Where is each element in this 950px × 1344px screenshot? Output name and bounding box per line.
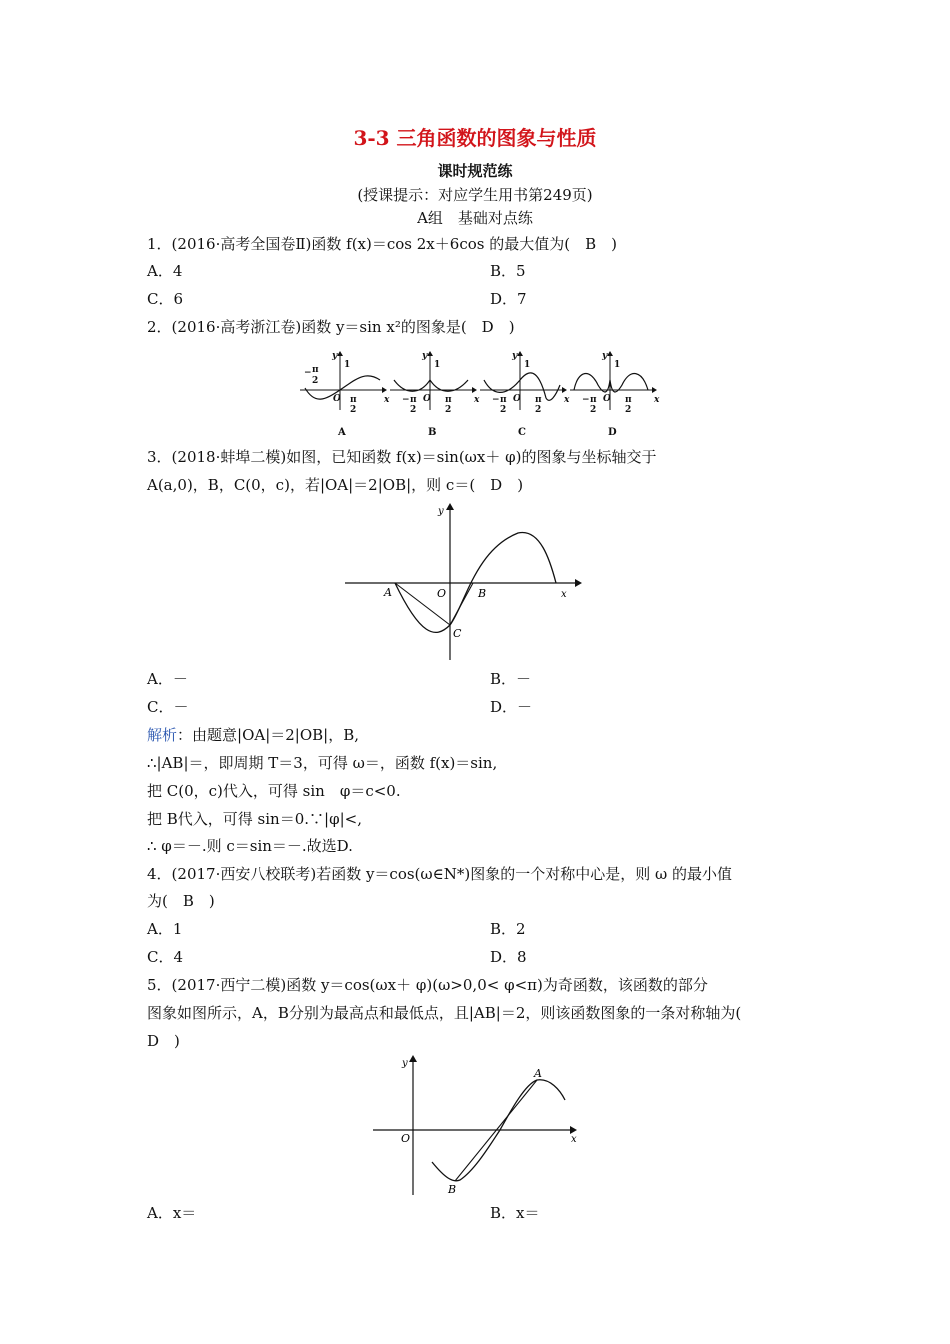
q3-stem-line2: A(a,0)，B，C(0，c)，若|OA|＝2|OB|，则 c＝( D )	[147, 476, 524, 494]
q5-y-arrow	[409, 1055, 417, 1062]
q5-option-a: A．x＝	[147, 1204, 197, 1222]
q2-y-arrow	[517, 351, 523, 356]
q2-two: 2	[590, 405, 597, 415]
q2-pi: π	[625, 395, 632, 405]
q3-analysis-line2: ∴|AB|＝，即周期 T＝3，可得 ω＝，函数 f(x)＝sin,	[147, 754, 498, 772]
q3-label-y: y	[438, 506, 444, 517]
q1-option-a: A．4	[147, 262, 183, 280]
q3-analysis-line4: 把 B代入，可得 sin＝0.∵|φ|<,	[147, 810, 362, 828]
section-subtitle: 课时规范练	[437, 162, 513, 180]
analysis-label: 解析	[147, 726, 178, 744]
q5-label-o: O	[401, 1132, 411, 1145]
q2-graph-label: A	[338, 427, 346, 438]
q2-x-label: x	[474, 395, 480, 405]
q1-option-b: B．5	[490, 262, 526, 280]
q2-pi: π	[500, 395, 507, 405]
q2-graph-a	[300, 351, 390, 438]
q4-option-a: A．1	[147, 920, 183, 938]
q2-graph-c	[480, 351, 570, 438]
q2-graph-label: C	[518, 427, 526, 438]
q2-tick-one: 1	[344, 360, 351, 370]
q2-neg-sign: −	[492, 395, 500, 405]
q1-option-d: D．7	[490, 290, 527, 308]
q5-label-x: x	[571, 1134, 577, 1145]
q2-neg-sign: −	[582, 395, 590, 405]
q2-tick-one: 1	[614, 360, 621, 370]
q2-origin-label: O	[423, 394, 431, 404]
q2-graphs	[295, 345, 665, 440]
q2-pi: π	[312, 365, 319, 375]
q2-two: 2	[625, 405, 632, 415]
q2-origin-label: O	[513, 394, 521, 404]
q2-graph-label: B	[428, 427, 437, 438]
q4-option-d: D．8	[490, 948, 527, 966]
q2-two: 2	[312, 376, 319, 386]
q2-x-arrow	[562, 387, 567, 393]
q5-label-a: A	[534, 1067, 542, 1080]
q2-y-arrow	[337, 351, 343, 356]
q3-analysis-line5: ∴ φ＝－.则 c＝sin＝－.故选D.	[147, 837, 353, 855]
q3-option-a: A．－	[147, 670, 188, 688]
q5-stem-line1: 5．(2017·西宁二模)函数 y＝cos(ωx＋ φ)(ω>0,0< φ<π)为奇函数，该函数的部分	[147, 976, 708, 994]
group-heading: A组 基础对点练	[417, 209, 533, 227]
q4-option-b: B．2	[490, 920, 526, 938]
q3-stem-line1: 3．(2018·蚌埠二模)如图，已知函数 f(x)＝sin(ωx＋ φ)的图象与坐标轴交于	[147, 448, 657, 466]
q5-label-b: B	[448, 1183, 457, 1196]
q4-stem-line1: 4．(2017·西安八校联考)若函数 y＝cos(ω∈N*)图象的一个对称中心是，则 ω 的最小值	[147, 865, 732, 883]
q2-y-label: y	[602, 351, 608, 361]
q2-origin-label: O	[333, 394, 341, 404]
q2-graph-d	[570, 351, 660, 438]
q3-graph	[340, 500, 590, 665]
q2-tick-one: 1	[434, 360, 441, 370]
q2-x-label: x	[564, 395, 570, 405]
q2-y-arrow	[427, 351, 433, 356]
q5-stem-line2: 图象如图所示，A，B分别为最高点和最低点，且|AB|＝2，则该函数图象的一条对称轴为(	[147, 1004, 742, 1022]
analysis-text: ：由题意|OA|＝2|OB|，B,	[177, 726, 360, 744]
q2-graph-b	[390, 351, 480, 438]
q3-option-d: D．－	[490, 698, 533, 716]
q2-neg-sign: −	[402, 395, 410, 405]
q3-label-a: A	[384, 586, 392, 599]
q2-two: 2	[500, 405, 507, 415]
q3-analysis-line3: 把 C(0，c)代入，可得 sin φ＝c<0.	[147, 782, 401, 800]
q4-stem-line2: 为( B )	[147, 892, 215, 910]
q5-x-arrow	[570, 1126, 577, 1134]
q3-y-arrow	[446, 503, 454, 510]
q3-label-o: O	[437, 587, 447, 600]
q2-pi: π	[410, 395, 417, 405]
q1-option-c: C．6	[147, 290, 184, 308]
q2-x-arrow	[652, 387, 657, 393]
q2-pi: π	[445, 395, 452, 405]
q2-y-arrow	[607, 351, 613, 356]
q2-pi: π	[350, 395, 357, 405]
q4-option-c: C．4	[147, 948, 184, 966]
q3-analysis-line1	[147, 724, 359, 745]
q5-stem-line3: D )	[147, 1032, 180, 1050]
q2-two: 2	[410, 405, 417, 415]
q2-pi: π	[535, 395, 542, 405]
page-title: 3-3 三角函数的图象与性质	[353, 126, 597, 150]
q2-y-label: y	[332, 351, 338, 361]
q3-label-b: B	[478, 587, 487, 600]
q1-stem: 1．(2016·高考全国卷Ⅱ)函数 f(x)＝cos 2x＋6cos 的最大值为( B )	[147, 235, 617, 253]
q5-option-b: B．x＝	[490, 1204, 540, 1222]
q2-x-label: x	[654, 395, 660, 405]
q2-stem: 2．(2016·高考浙江卷)函数 y＝sin x²的图象是( D )	[147, 318, 515, 336]
q3-x-arrow	[575, 579, 582, 587]
q2-neg-sign: −	[304, 368, 312, 378]
q3-option-b: B．－	[490, 670, 532, 688]
q2-curve	[574, 374, 648, 392]
q5-graph	[365, 1050, 590, 1200]
q2-y-label: y	[512, 351, 518, 361]
q3-segment-cb	[450, 583, 473, 625]
q2-y-label: y	[422, 351, 428, 361]
q2-x-arrow	[382, 387, 387, 393]
q2-two: 2	[535, 405, 542, 415]
q2-graph-label: D	[608, 427, 617, 438]
q3-option-c: C．－	[147, 698, 189, 716]
q2-two: 2	[445, 405, 452, 415]
q3-label-x: x	[561, 589, 567, 600]
q2-x-label: x	[384, 395, 390, 405]
q2-x-arrow	[472, 387, 477, 393]
q3-label-c: C	[453, 627, 462, 640]
q2-pi: π	[590, 395, 597, 405]
textbook-hint: (授课提示：对应学生用书第249页)	[357, 186, 593, 204]
q2-origin-label: O	[603, 394, 611, 404]
q2-tick-one: 1	[524, 360, 531, 370]
q2-two: 2	[350, 405, 357, 415]
q5-label-y: y	[402, 1058, 408, 1069]
